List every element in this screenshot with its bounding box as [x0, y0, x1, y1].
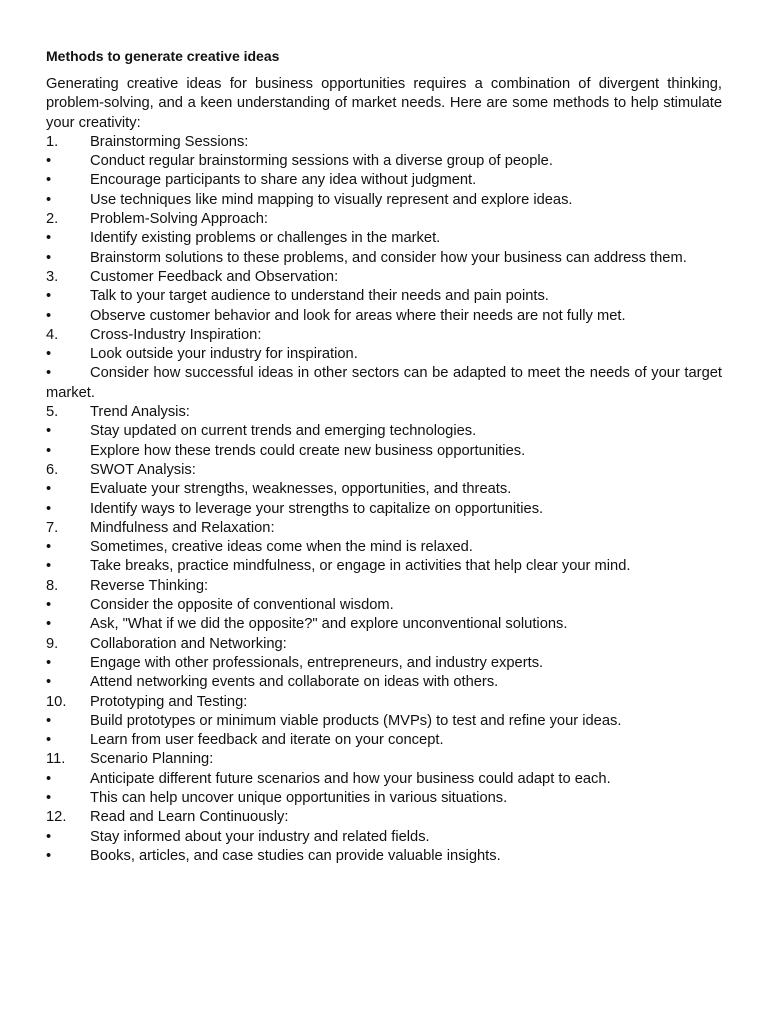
- bullet-icon: •: [46, 153, 52, 170]
- section-12: [46, 808, 722, 866]
- bullet-icon: •: [46, 172, 52, 189]
- bullet-icon: •: [46, 732, 52, 749]
- section-title: SWOT Analysis:: [90, 461, 196, 478]
- section-11: [46, 750, 722, 808]
- list-item: [46, 615, 722, 634]
- section-3: [46, 268, 722, 326]
- list-item: [46, 345, 722, 364]
- section-heading: [46, 750, 722, 769]
- section-title: Prototyping and Testing:: [90, 693, 248, 710]
- section-1: [46, 133, 722, 210]
- bullet-text: Talk to your target audience to understand their needs and pain points.: [90, 288, 549, 305]
- section-number: 5.: [46, 404, 59, 421]
- bullet-text: Stay informed about your industry and related fields.: [90, 828, 430, 845]
- list-item: [46, 770, 722, 789]
- section-number: 7.: [46, 519, 59, 536]
- bullet-text: Use techniques like mind mapping to visually represent and explore ideas.: [90, 191, 573, 208]
- bullet-text: Take breaks, practice mindfulness, or engage in activities that help clear your mind.: [90, 558, 631, 575]
- section-heading: [46, 326, 722, 345]
- bullet-text: Engage with other professionals, entrepreneurs, and industry experts.: [90, 654, 544, 671]
- list-item: [46, 596, 722, 615]
- list-item: [46, 229, 722, 248]
- bullet-text: Books, articles, and case studies can provide valuable insights.: [90, 847, 501, 864]
- bullet-icon: •: [46, 288, 52, 305]
- section-number: 11.: [46, 751, 66, 768]
- section-number: 1.: [46, 133, 59, 150]
- list-item: [46, 538, 722, 557]
- bullet-text: Observe customer behavior and look for areas where their needs are not fully met.: [90, 307, 626, 324]
- section-number: 6.: [46, 461, 59, 478]
- bullet-text: Consider how successful ideas in other sectors can be adapted to meet the needs of your target market.: [46, 365, 722, 401]
- section-number: 8.: [46, 577, 59, 594]
- bullet-icon: •: [46, 712, 52, 729]
- section-title: Customer Feedback and Observation:: [90, 268, 339, 285]
- section-title: Read and Learn Continuously:: [90, 809, 289, 826]
- bullet-icon: •: [46, 616, 52, 633]
- bullet-text: Learn from user feedback and iterate on your concept.: [90, 732, 444, 749]
- bullet-icon: •: [46, 847, 52, 864]
- bullet-text: Conduct regular brainstorming sessions with a diverse group of people.: [90, 153, 553, 170]
- bullet-icon: •: [46, 558, 52, 575]
- bullet-icon: •: [46, 442, 52, 459]
- bullet-text: Build prototypes or minimum viable products (MVPs) to test and refine your ideas.: [90, 712, 622, 729]
- bullet-icon: •: [46, 500, 52, 517]
- list-item: [46, 789, 722, 808]
- section-heading: [46, 403, 722, 422]
- bullet-icon: •: [46, 654, 52, 671]
- section-heading: [46, 268, 722, 287]
- list-item: [46, 287, 722, 306]
- section-title: Scenario Planning:: [90, 751, 214, 768]
- bullet-icon: •: [46, 597, 52, 614]
- bullet-icon: •: [46, 674, 52, 691]
- list-item: [46, 847, 722, 866]
- bullet-icon: •: [46, 249, 52, 266]
- list-item: [46, 673, 722, 692]
- section-heading: [46, 635, 722, 654]
- bullet-text: Ask, "What if we did the opposite?" and explore unconventional solutions.: [90, 616, 568, 633]
- bullet-text: Brainstorm solutions to these problems, and consider how your business can address them.: [90, 249, 687, 266]
- list-item: [46, 171, 722, 190]
- bullet-text: Anticipate different future scenarios and how your business could adapt to each.: [90, 770, 611, 787]
- list-item: [46, 480, 722, 499]
- section-heading: [46, 519, 722, 538]
- bullet-icon: •: [46, 365, 52, 382]
- section-title: Problem-Solving Approach:: [90, 211, 268, 228]
- bullet-icon: •: [46, 423, 52, 440]
- bullet-text: Encourage participants to share any idea without judgment.: [90, 172, 477, 189]
- bullet-text: Sometimes, creative ideas come when the mind is relaxed.: [90, 539, 473, 556]
- list-item: [46, 828, 722, 847]
- bullet-icon: •: [46, 191, 52, 208]
- section-title: Brainstorming Sessions:: [90, 133, 249, 150]
- list-item: [46, 731, 722, 750]
- section-2: [46, 210, 722, 268]
- section-title: Reverse Thinking:: [90, 577, 209, 594]
- bullet-icon: •: [46, 307, 52, 324]
- list-item: [46, 422, 722, 441]
- section-5: [46, 403, 722, 461]
- section-number: 9.: [46, 635, 59, 652]
- list-item: [46, 442, 722, 461]
- section-title: Cross-Industry Inspiration:: [90, 326, 262, 343]
- bullet-text: Evaluate your strengths, weaknesses, opportunities, and threats.: [90, 481, 512, 498]
- list-item: [46, 364, 722, 403]
- list-item: [46, 307, 722, 326]
- section-9: [46, 635, 722, 693]
- list-item: [46, 557, 722, 576]
- list-item: [46, 654, 722, 673]
- section-number: 12.: [46, 809, 67, 826]
- bullet-icon: •: [46, 539, 52, 556]
- section-heading: [46, 133, 722, 152]
- list-item: [46, 191, 722, 210]
- bullet-text: Stay updated on current trends and emerging technologies.: [90, 423, 477, 440]
- section-heading: [46, 210, 722, 229]
- section-4: [46, 326, 722, 403]
- bullet-text: Identify existing problems or challenges in the market.: [90, 230, 441, 247]
- bullet-icon: •: [46, 346, 52, 363]
- list-item: [46, 712, 722, 731]
- section-title: Trend Analysis:: [90, 404, 190, 421]
- bullet-text: Attend networking events and collaborate on ideas with others.: [90, 674, 499, 691]
- bullet-text: Explore how these trends could create new business opportunities.: [90, 442, 526, 459]
- section-10: [46, 693, 722, 751]
- section-number: 3.: [46, 268, 59, 285]
- bullet-text: Consider the opposite of conventional wisdom.: [90, 597, 394, 614]
- section-heading: [46, 693, 722, 712]
- list-item: [46, 500, 722, 519]
- intro-paragraph: Generating creative ideas for business opportunities requires a combination of divergent thinking, problem-solving, and a keen understanding of market needs. Here are some methods to help stimulate your creativity:: [46, 76, 722, 131]
- bullet-text: This can help uncover unique opportunities in various situations.: [90, 789, 508, 806]
- section-title: Mindfulness and Relaxation:: [90, 519, 275, 536]
- bullet-icon: •: [46, 770, 52, 787]
- section-6: [46, 461, 722, 519]
- section-title: Collaboration and Networking:: [90, 635, 287, 652]
- section-heading: [46, 461, 722, 480]
- section-number: 10.: [46, 693, 67, 710]
- section-8: [46, 577, 722, 635]
- section-heading: [46, 577, 722, 596]
- bullet-text: Look outside your industry for inspiration.: [90, 346, 358, 363]
- bullet-icon: •: [46, 481, 52, 498]
- list-item: [46, 249, 722, 268]
- document-title: Methods to generate creative ideas: [46, 48, 280, 64]
- bullet-icon: •: [46, 828, 52, 845]
- bullet-icon: •: [46, 789, 52, 806]
- section-number: 4.: [46, 326, 59, 343]
- bullet-text: Identify ways to leverage your strengths to capitalize on opportunities.: [90, 500, 544, 517]
- section-heading: [46, 808, 722, 827]
- list-item: [46, 152, 722, 171]
- bullet-icon: •: [46, 230, 52, 247]
- section-7: [46, 519, 722, 577]
- section-number: 2.: [46, 211, 59, 228]
